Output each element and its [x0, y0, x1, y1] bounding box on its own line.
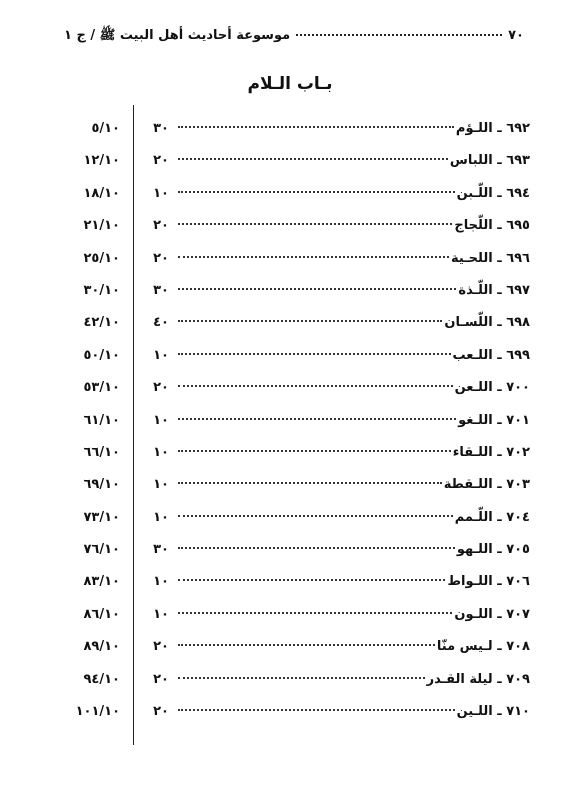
leader-dots — [178, 418, 456, 420]
toc-entry — [178, 380, 530, 400]
toc-entry — [178, 477, 530, 497]
entry-reference: ٥٠/١٠ — [83, 347, 120, 363]
toc-row — [60, 180, 530, 212]
leader-dots — [178, 677, 425, 679]
entry-label: ٧٠٩ ـ ليلة القـدر — [426, 671, 530, 687]
entry-label: ٧٠٤ ـ اللّـمم — [454, 509, 530, 525]
table-of-contents — [60, 115, 530, 730]
toc-row — [60, 666, 530, 698]
toc-entry — [178, 542, 530, 562]
entry-label: ٦٩٢ ـ اللـؤم — [455, 121, 530, 136]
entry-count: ١٠ — [153, 606, 169, 622]
entry-reference: ٧٣/١٠ — [83, 509, 120, 525]
leader-dots — [178, 320, 442, 322]
entry-reference: ٦١/١٠ — [83, 412, 120, 428]
entry-label: ٧٠٠ ـ اللـعن — [454, 380, 530, 396]
leader-dots — [178, 709, 455, 711]
entry-label: ٦٩٩ ـ اللـعب — [452, 347, 530, 363]
chapter-title: بـاب الـلام — [247, 74, 333, 94]
entry-reference: ٦٩/١٠ — [83, 477, 120, 493]
toc-row — [60, 374, 530, 406]
entry-count: ٣٠ — [153, 282, 169, 298]
entry-reference: ٥٣/١٠ — [83, 380, 120, 396]
entry-count: ١٠ — [153, 574, 169, 590]
entry-label: ٦٩٤ ـ اللّـبن — [456, 185, 530, 201]
entry-count: ٤٠ — [153, 315, 169, 331]
toc-row — [60, 698, 530, 730]
leader-dots — [178, 644, 435, 646]
toc-row — [60, 115, 530, 147]
entry-count: ٣٠ — [153, 121, 169, 136]
header-leader-dots — [296, 34, 502, 36]
leader-dots — [178, 579, 445, 581]
toc-entry — [178, 413, 530, 433]
leader-dots — [178, 191, 455, 193]
entry-count: ٢٠ — [153, 380, 169, 396]
toc-row — [60, 147, 530, 179]
toc-entry — [178, 445, 530, 465]
entry-reference: ١٢/١٠ — [83, 153, 120, 169]
toc-entry — [178, 510, 530, 530]
entry-label: ٦٩٧ ـ اللّـذة — [458, 282, 530, 298]
toc-row — [60, 439, 530, 471]
entry-count: ٢٠ — [153, 153, 169, 169]
running-header — [64, 27, 524, 45]
entry-label: ٧٠٨ ـ لـيس منّا — [436, 639, 530, 655]
entry-count: ٣٠ — [153, 542, 169, 558]
toc-entry — [178, 251, 530, 271]
toc-row — [60, 536, 530, 568]
leader-dots — [178, 482, 442, 484]
entry-count: ٢٠ — [153, 704, 169, 720]
entry-label: ٧٠٧ ـ اللـون — [454, 606, 530, 622]
toc-row — [60, 212, 530, 244]
entry-label: ٦٩٥ ـ اللّجاج — [454, 218, 530, 234]
entry-reference: ٨٦/١٠ — [83, 606, 120, 622]
leader-dots — [178, 612, 452, 614]
toc-entry — [178, 218, 530, 238]
toc-row — [60, 471, 530, 503]
toc-entry — [178, 186, 530, 206]
toc-entry — [178, 348, 530, 368]
entry-count: ٢٠ — [153, 218, 169, 234]
entry-label: ٧٠٣ ـ اللـقطة — [443, 477, 530, 493]
leader-dots — [178, 288, 456, 290]
entry-reference: ١٠١/١٠ — [75, 704, 120, 720]
entry-reference: ٣٠/١٠ — [83, 282, 120, 298]
toc-entry — [178, 121, 530, 141]
entry-count: ١٠ — [153, 185, 169, 201]
toc-row — [60, 407, 530, 439]
entry-reference: ٨٩/١٠ — [83, 639, 120, 655]
entry-label: ٧٠٢ ـ اللـقاء — [452, 444, 530, 460]
entry-reference: ٤٢/١٠ — [83, 315, 120, 331]
entry-count: ٢٠ — [153, 671, 169, 687]
toc-row — [60, 277, 530, 309]
entry-reference: ٢٥/١٠ — [83, 250, 120, 266]
entry-count: ١٠ — [153, 412, 169, 428]
leader-dots — [178, 385, 453, 387]
entry-label: ٧١٠ ـ اللـين — [456, 704, 530, 720]
entry-label: ٦٩٨ ـ اللّسـان — [444, 315, 530, 331]
entry-count: ١٠ — [153, 477, 169, 493]
toc-row — [60, 601, 530, 633]
entry-label: ٧٠٦ ـ اللـواط — [447, 574, 530, 590]
leader-dots — [178, 223, 452, 225]
page-number: ٧٠ — [508, 28, 524, 43]
leader-dots — [178, 515, 453, 517]
entry-label: ٦٩٦ ـ اللحـية — [451, 250, 530, 266]
toc-row — [60, 342, 530, 374]
entry-label: ٦٩٣ ـ اللباس — [449, 153, 530, 169]
entry-count: ١٠ — [153, 444, 169, 460]
leader-dots — [178, 256, 449, 258]
entry-count: ١٠ — [153, 509, 169, 525]
entry-count: ١٠ — [153, 347, 169, 363]
running-title: موسوعة أحاديث أهل البيت ﷺ / ج ١ — [64, 28, 291, 43]
toc-row — [60, 633, 530, 665]
entry-count: ٢٠ — [153, 639, 169, 655]
toc-entry — [178, 607, 530, 627]
leader-dots — [178, 353, 451, 355]
entry-reference: ٢١/١٠ — [83, 218, 120, 234]
toc-entry — [178, 574, 530, 594]
leader-dots — [178, 450, 451, 452]
leader-dots — [178, 547, 455, 549]
entry-reference: ١٨/١٠ — [83, 185, 120, 201]
entry-reference: ٨٣/١٠ — [83, 574, 120, 590]
toc-entry — [178, 639, 530, 659]
leader-dots — [178, 126, 454, 128]
entry-reference: ٦٦/١٠ — [83, 444, 120, 460]
toc-entry — [178, 153, 530, 173]
toc-row — [60, 309, 530, 341]
entry-reference: ٧٦/١٠ — [83, 542, 120, 558]
toc-entry — [178, 283, 530, 303]
entry-label: ٧٠١ ـ اللـغو — [458, 412, 530, 428]
toc-entry — [178, 704, 530, 724]
toc-row — [60, 568, 530, 600]
entry-reference: ٥/١٠ — [91, 121, 120, 136]
toc-entry — [178, 315, 530, 335]
entry-reference: ٩٤/١٠ — [83, 671, 120, 687]
toc-row — [60, 504, 530, 536]
entry-label: ٧٠٥ ـ اللـهو — [456, 542, 530, 558]
entry-count: ٢٠ — [153, 250, 169, 266]
toc-entry — [178, 672, 530, 692]
toc-row — [60, 245, 530, 277]
leader-dots — [178, 158, 448, 160]
